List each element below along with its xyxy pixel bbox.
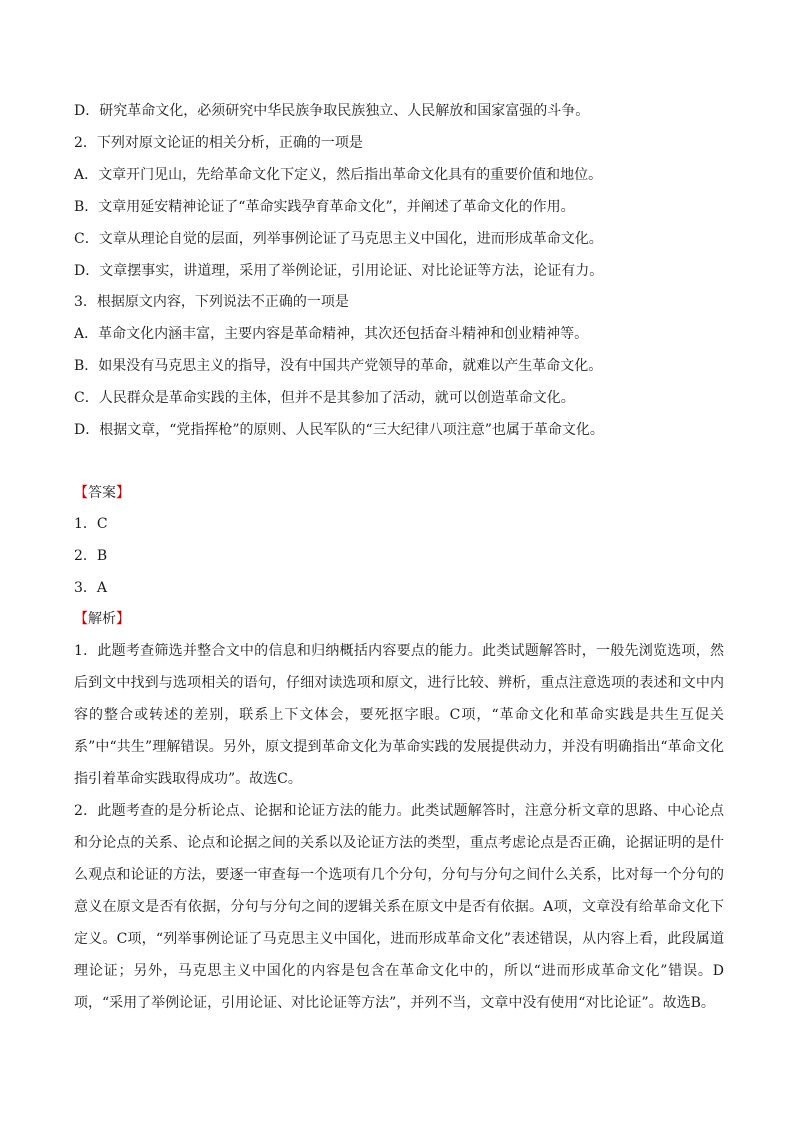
answer-heading-text: 答案 bbox=[88, 485, 116, 501]
q3-option-d: D．根据文章，“党指挥枪”的原则、人民军队的“三大纪律八项注意”也属于革命文化。 bbox=[74, 422, 604, 438]
q3-option-c: C．人民群众是革命实践的主体，但并不是其参加了活动，就可以创造革命文化。 bbox=[74, 390, 575, 406]
q1-option-d: D．研究革命文化，必须研究中华民族争取民族独立、人民解放和国家富强的斗争。 bbox=[74, 103, 590, 119]
analysis-bracket-open: 【 bbox=[74, 611, 88, 627]
answer-2: 2．B bbox=[74, 548, 108, 564]
q2-option-b: B．文章用延安精神论证了“革命实践孕育革命文化”，并阐述了革命文化的作用。 bbox=[74, 199, 575, 215]
answer-1: 1．C bbox=[74, 516, 108, 532]
q3-option-a: A．革命文化内涵丰富，主要内容是革命精神，其次还包括奋斗精神和创业精神等。 bbox=[74, 326, 589, 342]
q3-option-b: B．如果没有马克思主义的指导，没有中国共产党领导的革命，就难以产生革命文化。 bbox=[74, 358, 603, 374]
analysis-heading-text: 解析 bbox=[88, 611, 116, 627]
answer-bracket-close: 】 bbox=[116, 485, 130, 501]
answer-3: 3．A bbox=[74, 580, 108, 596]
analysis-paragraph-1: 1．此题考查筛选并整合文中的信息和归纳概括内容要点的能力。此类试题解答时，一般先浏览选项，然后到文中找到与选项相关的语句，仔细对读选项和原文，进行比较、辨析，重点注意选项的表述和文中内容的整合或转述的差别，联系上下文体会，要死抠字眼。C项，“革命文化和革命实践是共生互促关系”中“共生”理解错误。另外，原文提到革命文化为革命实践的发展提供动力，并没有明确指出“革命文化指引着革命实践取得成功”。故选C。 bbox=[74, 643, 724, 787]
analysis-heading bbox=[74, 610, 130, 628]
q2-option-a: A．文章开门见山，先给革命文化下定义，然后指出革命文化具有的重要价值和地位。 bbox=[74, 167, 603, 183]
answer-bracket-open: 【 bbox=[74, 485, 88, 501]
analysis-paragraph-2: 2．此题考查的是分析论点、论据和论证方法的能力。此类试题解答时，注意分析文章的思路、中心论点和分论点的关系、论点和论据之间的关系以及论证方法的类型，重点考虑论点是否正确，论据证明的是什么观点和论证的方法，要逐一审查每一个选项有几个分句，分句与分句之间什么关系，比对每一个分句的意义在原文是否有依据，分句与分句之间的逻辑关系在原文中是否有依据。A项，文章没有给革命文化下定义。C项，“列举事例论证了马克思主义中国化，进而形成革命文化”表述错误，从内容上看，此段属道理论证；另外，马克思主义中国化的内容是包含在革命文化中的，所以“进而形成革命文化”错误。D项，“采用了举例论证，引用论证、对比论证等方法”，并列不当，文章中没有使用“对比论证”。故选B。 bbox=[74, 803, 724, 1011]
q2-option-c: C．文章从理论自觉的层面，列举事例论证了马克思主义中国化，进而形成革命文化。 bbox=[74, 231, 603, 247]
q2-option-d: D．文章摆事实，讲道理，采用了举例论证，引用论证、对比论证等方法，论证有力。 bbox=[74, 263, 604, 279]
q3-stem: 3．根据原文内容，下列说法不正确的一项是 bbox=[74, 294, 349, 310]
analysis-bracket-close: 】 bbox=[116, 611, 130, 627]
answer-heading bbox=[74, 484, 130, 502]
q2-stem: 2．下列对原文论证的相关分析，正确的一项是 bbox=[74, 135, 363, 151]
